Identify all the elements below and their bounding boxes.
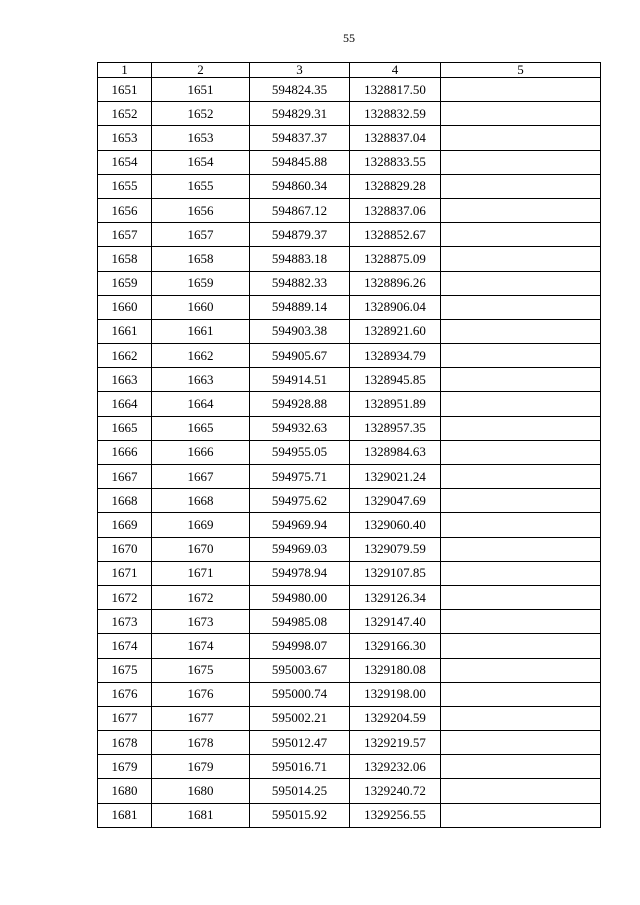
table-cell-col-2: 1663 xyxy=(152,368,250,392)
table-cell-col-2: 1652 xyxy=(152,102,250,126)
column-header-5: 5 xyxy=(441,63,601,78)
table-cell-col-1: 1655 xyxy=(98,174,152,198)
table-row xyxy=(98,295,601,319)
table-cell-col-4: 1329147.40 xyxy=(350,610,441,634)
table-cell-col-5 xyxy=(441,416,601,440)
table-cell-col-2: 1666 xyxy=(152,440,250,464)
table-cell-col-4: 1328833.55 xyxy=(350,150,441,174)
table-cell-col-4: 1328829.28 xyxy=(350,174,441,198)
table-cell-col-5 xyxy=(441,682,601,706)
table-cell-col-5 xyxy=(441,779,601,803)
table-cell-col-1: 1668 xyxy=(98,489,152,513)
table-cell-col-1: 1656 xyxy=(98,198,152,222)
table-cell-col-1: 1654 xyxy=(98,150,152,174)
table-row xyxy=(98,755,601,779)
table-cell-col-2: 1673 xyxy=(152,610,250,634)
table-cell-col-2: 1676 xyxy=(152,682,250,706)
table-cell-col-3: 594883.18 xyxy=(250,247,350,271)
table-cell-col-2: 1679 xyxy=(152,755,250,779)
table-row xyxy=(98,247,601,271)
table-cell-col-4: 1329232.06 xyxy=(350,755,441,779)
table-cell-col-4: 1329256.55 xyxy=(350,803,441,827)
table-cell-col-1: 1662 xyxy=(98,344,152,368)
table-cell-col-4: 1329126.34 xyxy=(350,585,441,609)
table-cell-col-2: 1664 xyxy=(152,392,250,416)
coordinates-table xyxy=(97,62,601,828)
table-cell-col-4: 1329198.00 xyxy=(350,682,441,706)
table-cell-col-2: 1674 xyxy=(152,634,250,658)
table-cell-col-5 xyxy=(441,755,601,779)
table-cell-col-3: 595000.74 xyxy=(250,682,350,706)
table-cell-col-2: 1675 xyxy=(152,658,250,682)
table-cell-col-3: 594932.63 xyxy=(250,416,350,440)
table-cell-col-3: 594998.07 xyxy=(250,634,350,658)
table-row xyxy=(98,658,601,682)
column-header-2: 2 xyxy=(152,63,250,78)
table-row xyxy=(98,416,601,440)
table-cell-col-2: 1651 xyxy=(152,78,250,102)
table-cell-col-3: 594905.67 xyxy=(250,344,350,368)
table-row xyxy=(98,198,601,222)
table-cell-col-5 xyxy=(441,392,601,416)
table-cell-col-1: 1674 xyxy=(98,634,152,658)
table-cell-col-4: 1329047.69 xyxy=(350,489,441,513)
table-row xyxy=(98,271,601,295)
column-header-1: 1 xyxy=(98,63,152,78)
table-cell-col-4: 1329060.40 xyxy=(350,513,441,537)
table-cell-col-1: 1672 xyxy=(98,585,152,609)
table-cell-col-4: 1328906.04 xyxy=(350,295,441,319)
table-cell-col-1: 1658 xyxy=(98,247,152,271)
table-cell-col-5 xyxy=(441,803,601,827)
table-cell-col-5 xyxy=(441,561,601,585)
table-cell-col-1: 1673 xyxy=(98,610,152,634)
table-row xyxy=(98,682,601,706)
table-cell-col-4: 1328957.35 xyxy=(350,416,441,440)
table-cell-col-1: 1661 xyxy=(98,319,152,343)
table-cell-col-3: 594824.35 xyxy=(250,78,350,102)
table-cell-col-3: 594882.33 xyxy=(250,271,350,295)
table-cell-col-3: 594985.08 xyxy=(250,610,350,634)
table-cell-col-5 xyxy=(441,150,601,174)
table-cell-col-2: 1669 xyxy=(152,513,250,537)
table-cell-col-1: 1681 xyxy=(98,803,152,827)
table-cell-col-1: 1670 xyxy=(98,537,152,561)
table-header xyxy=(98,63,601,78)
table-cell-col-4: 1328945.85 xyxy=(350,368,441,392)
table-cell-col-5 xyxy=(441,658,601,682)
table-row xyxy=(98,440,601,464)
table-cell-col-2: 1680 xyxy=(152,779,250,803)
table-cell-col-3: 594928.88 xyxy=(250,392,350,416)
column-header-4: 4 xyxy=(350,63,441,78)
table-cell-col-2: 1656 xyxy=(152,198,250,222)
table-cell-col-1: 1667 xyxy=(98,465,152,489)
table-cell-col-3: 594837.37 xyxy=(250,126,350,150)
table-cell-col-1: 1657 xyxy=(98,223,152,247)
table-cell-col-3: 594829.31 xyxy=(250,102,350,126)
table-cell-col-1: 1675 xyxy=(98,658,152,682)
table-cell-col-3: 594914.51 xyxy=(250,368,350,392)
table-cell-col-5 xyxy=(441,731,601,755)
table-row xyxy=(98,779,601,803)
table-row xyxy=(98,102,601,126)
table-cell-col-2: 1661 xyxy=(152,319,250,343)
table-cell-col-4: 1328837.06 xyxy=(350,198,441,222)
table-row xyxy=(98,610,601,634)
table-row xyxy=(98,706,601,730)
header-row xyxy=(98,63,601,78)
page-number: 55 xyxy=(343,31,355,45)
table-cell-col-3: 595015.92 xyxy=(250,803,350,827)
table-cell-col-5 xyxy=(441,102,601,126)
table-cell-col-2: 1678 xyxy=(152,731,250,755)
table-cell-col-3: 594969.03 xyxy=(250,537,350,561)
table-cell-col-2: 1670 xyxy=(152,537,250,561)
table-row xyxy=(98,731,601,755)
table-cell-col-4: 1328852.67 xyxy=(350,223,441,247)
table-cell-col-4: 1328896.26 xyxy=(350,271,441,295)
table-cell-col-4: 1329107.85 xyxy=(350,561,441,585)
table-cell-col-3: 594955.05 xyxy=(250,440,350,464)
table-cell-col-5 xyxy=(441,368,601,392)
table-row xyxy=(98,537,601,561)
table-cell-col-5 xyxy=(441,585,601,609)
table-cell-col-4: 1329021.24 xyxy=(350,465,441,489)
table-cell-col-1: 1659 xyxy=(98,271,152,295)
table-cell-col-5 xyxy=(441,295,601,319)
table-cell-col-5 xyxy=(441,440,601,464)
table-cell-col-5 xyxy=(441,344,601,368)
table-cell-col-5 xyxy=(441,319,601,343)
table-cell-col-3: 595014.25 xyxy=(250,779,350,803)
table-cell-col-2: 1658 xyxy=(152,247,250,271)
table-cell-col-3: 595002.21 xyxy=(250,706,350,730)
table-cell-col-4: 1329219.57 xyxy=(350,731,441,755)
table-row xyxy=(98,392,601,416)
table-cell-col-5 xyxy=(441,126,601,150)
table-cell-col-1: 1666 xyxy=(98,440,152,464)
table-cell-col-2: 1681 xyxy=(152,803,250,827)
table-cell-col-3: 594867.12 xyxy=(250,198,350,222)
table-cell-col-4: 1328934.79 xyxy=(350,344,441,368)
table-cell-col-4: 1329240.72 xyxy=(350,779,441,803)
table-cell-col-2: 1660 xyxy=(152,295,250,319)
table-row xyxy=(98,126,601,150)
table-cell-col-1: 1663 xyxy=(98,368,152,392)
table-cell-col-3: 594975.71 xyxy=(250,465,350,489)
table-cell-col-2: 1667 xyxy=(152,465,250,489)
table-cell-col-1: 1653 xyxy=(98,126,152,150)
table-cell-col-5 xyxy=(441,223,601,247)
table-cell-col-5 xyxy=(441,706,601,730)
table-row xyxy=(98,344,601,368)
table-row xyxy=(98,561,601,585)
table-row xyxy=(98,489,601,513)
table-cell-col-1: 1671 xyxy=(98,561,152,585)
table-row xyxy=(98,319,601,343)
table-cell-col-4: 1328951.89 xyxy=(350,392,441,416)
table-row xyxy=(98,513,601,537)
table-row xyxy=(98,803,601,827)
table-cell-col-1: 1665 xyxy=(98,416,152,440)
table-row xyxy=(98,585,601,609)
table-cell-col-3: 595012.47 xyxy=(250,731,350,755)
table-cell-col-4: 1328875.09 xyxy=(350,247,441,271)
table-cell-col-4: 1328837.04 xyxy=(350,126,441,150)
table-cell-col-4: 1329204.59 xyxy=(350,706,441,730)
table-cell-col-1: 1678 xyxy=(98,731,152,755)
table-cell-col-5 xyxy=(441,271,601,295)
table-cell-col-4: 1329180.08 xyxy=(350,658,441,682)
table-cell-col-2: 1672 xyxy=(152,585,250,609)
table-cell-col-1: 1664 xyxy=(98,392,152,416)
table-cell-col-5 xyxy=(441,247,601,271)
table-cell-col-1: 1676 xyxy=(98,682,152,706)
table-cell-col-3: 594889.14 xyxy=(250,295,350,319)
table-cell-col-2: 1677 xyxy=(152,706,250,730)
table-cell-col-3: 594980.00 xyxy=(250,585,350,609)
table-cell-col-5 xyxy=(441,198,601,222)
table-cell-col-1: 1660 xyxy=(98,295,152,319)
table-cell-col-5 xyxy=(441,537,601,561)
table-cell-col-2: 1659 xyxy=(152,271,250,295)
table-cell-col-4: 1328832.59 xyxy=(350,102,441,126)
table-cell-col-3: 594975.62 xyxy=(250,489,350,513)
table-cell-col-1: 1651 xyxy=(98,78,152,102)
table-cell-col-5 xyxy=(441,78,601,102)
table-cell-col-5 xyxy=(441,513,601,537)
table-cell-col-2: 1653 xyxy=(152,126,250,150)
table-cell-col-5 xyxy=(441,174,601,198)
table-row xyxy=(98,174,601,198)
table-cell-col-2: 1668 xyxy=(152,489,250,513)
table-cell-col-3: 595003.67 xyxy=(250,658,350,682)
table-body xyxy=(98,78,601,828)
table-row xyxy=(98,78,601,102)
table-cell-col-1: 1680 xyxy=(98,779,152,803)
table-cell-col-1: 1669 xyxy=(98,513,152,537)
table-cell-col-2: 1671 xyxy=(152,561,250,585)
table-row xyxy=(98,634,601,658)
table-row xyxy=(98,150,601,174)
table-cell-col-5 xyxy=(441,465,601,489)
table-cell-col-1: 1652 xyxy=(98,102,152,126)
table-cell-col-3: 594969.94 xyxy=(250,513,350,537)
table-cell-col-5 xyxy=(441,634,601,658)
table-cell-col-3: 594879.37 xyxy=(250,223,350,247)
column-header-3: 3 xyxy=(250,63,350,78)
table-cell-col-1: 1677 xyxy=(98,706,152,730)
table-cell-col-5 xyxy=(441,489,601,513)
table-row xyxy=(98,465,601,489)
table-cell-col-3: 594845.88 xyxy=(250,150,350,174)
table-cell-col-2: 1665 xyxy=(152,416,250,440)
table-cell-col-4: 1328817.50 xyxy=(350,78,441,102)
table-cell-col-4: 1328921.60 xyxy=(350,319,441,343)
table-cell-col-2: 1657 xyxy=(152,223,250,247)
table-cell-col-4: 1328984.63 xyxy=(350,440,441,464)
table-cell-col-2: 1654 xyxy=(152,150,250,174)
table-cell-col-3: 594978.94 xyxy=(250,561,350,585)
table-cell-col-3: 595016.71 xyxy=(250,755,350,779)
table-cell-col-2: 1662 xyxy=(152,344,250,368)
table-cell-col-3: 594860.34 xyxy=(250,174,350,198)
table-row xyxy=(98,223,601,247)
table-row xyxy=(98,368,601,392)
table-cell-col-4: 1329079.59 xyxy=(350,537,441,561)
table-cell-col-1: 1679 xyxy=(98,755,152,779)
table-cell-col-4: 1329166.30 xyxy=(350,634,441,658)
table-cell-col-3: 594903.38 xyxy=(250,319,350,343)
table-cell-col-5 xyxy=(441,610,601,634)
table-cell-col-2: 1655 xyxy=(152,174,250,198)
